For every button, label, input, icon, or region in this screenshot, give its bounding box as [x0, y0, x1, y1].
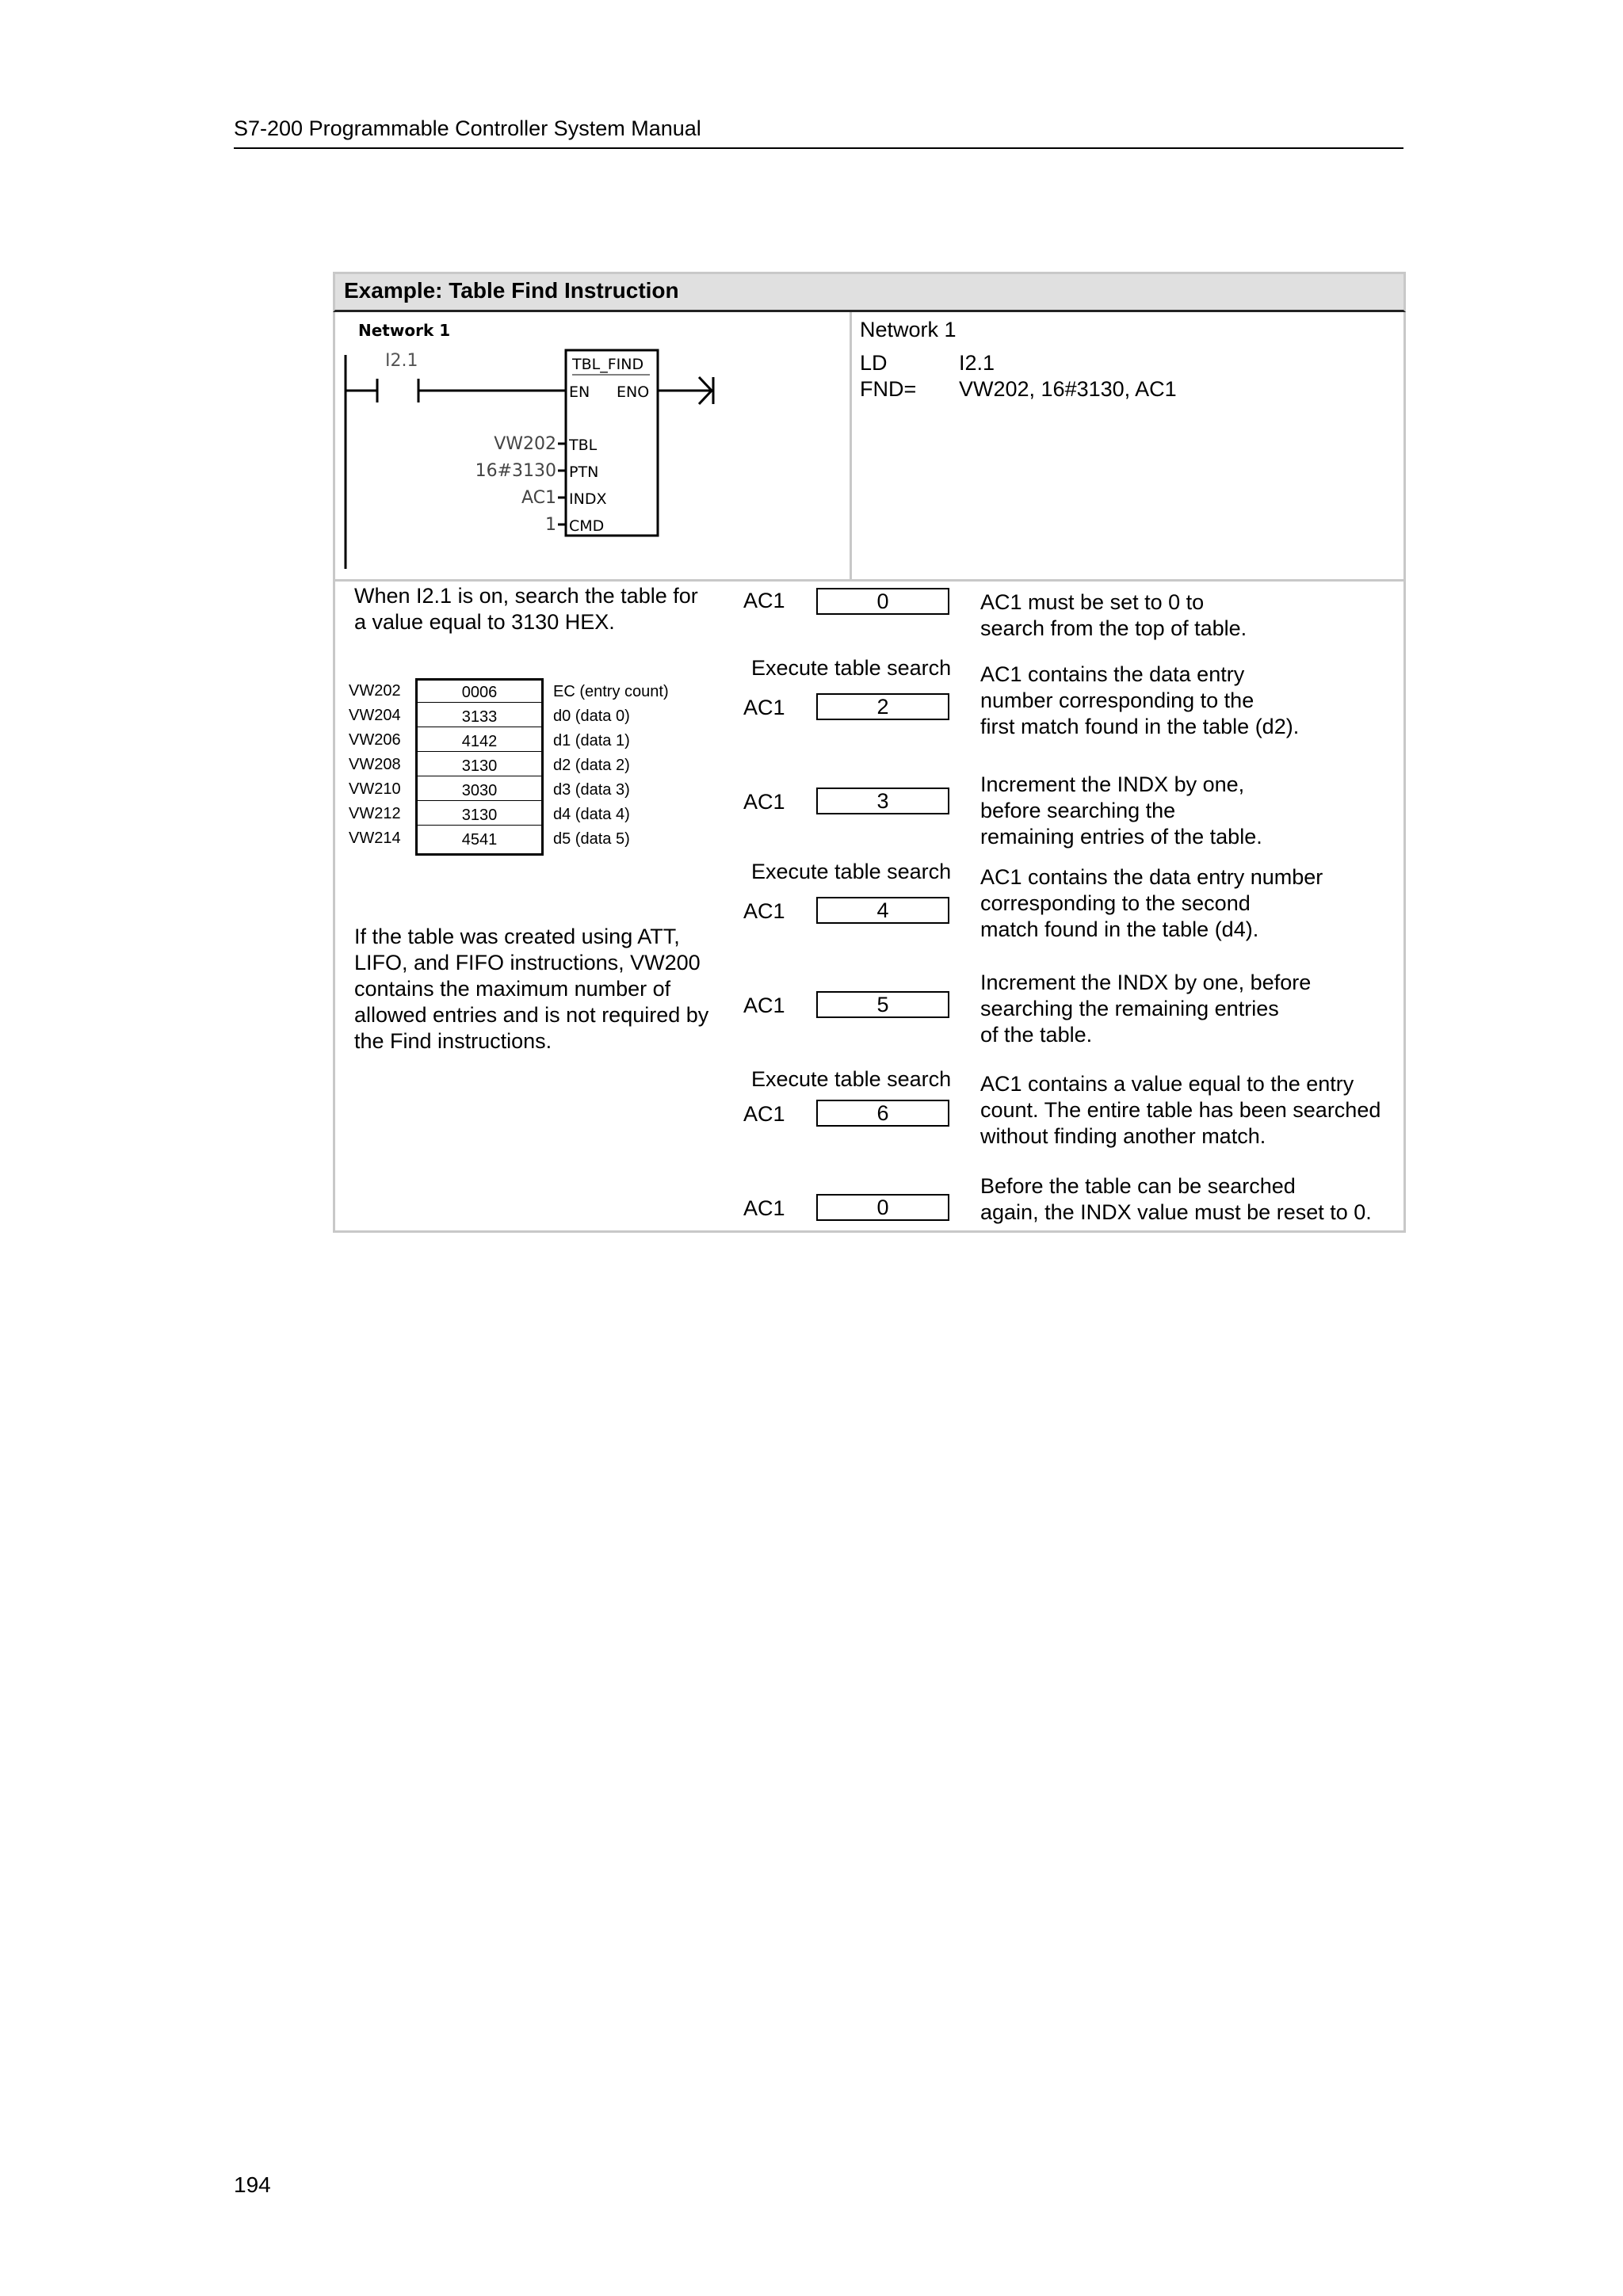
- column-divider: [850, 312, 852, 581]
- svg-text:1: 1: [545, 515, 556, 535]
- mem-addr: VW206: [349, 731, 401, 749]
- ac1-label: AC1: [743, 899, 785, 923]
- note-line: allowed entries and is not required by: [354, 1003, 709, 1027]
- box-title: TBL_FIND: [572, 356, 644, 373]
- mem-addr: VW202: [349, 682, 401, 700]
- ac1-label: AC1: [743, 790, 785, 814]
- contact-label: I2.1: [385, 351, 418, 371]
- intro-line-1: When I2.1 is on, search the table for: [354, 584, 698, 608]
- mem-addr: VW204: [349, 707, 401, 724]
- ac1-label: AC1: [743, 696, 785, 719]
- input-pin-cmd: [545, 515, 604, 535]
- note-line: contains the maximum number of: [354, 977, 671, 1001]
- mem-label: d3 (data 3): [553, 781, 630, 799]
- mem-value: 4541: [461, 831, 498, 849]
- svg-text:VW202: VW202: [494, 434, 556, 454]
- step-desc: first match found in the table (d2).: [980, 715, 1300, 738]
- ac1-value-box: 3: [816, 788, 949, 814]
- step-desc: of the table.: [980, 1023, 1093, 1047]
- step-desc: AC1 must be set to 0 to: [980, 590, 1205, 614]
- note-line: If the table was created using ATT,: [354, 925, 680, 948]
- execute-table-search: Execute table search: [751, 656, 952, 680]
- step-desc: AC1 contains a value equal to the entry: [980, 1072, 1354, 1096]
- ac1-label: AC1: [743, 1102, 785, 1126]
- step-desc: AC1 contains the data entry: [980, 662, 1245, 686]
- input-pin-ptn: [475, 461, 599, 481]
- step-desc: before searching the: [980, 799, 1176, 822]
- input-pin-indx: [521, 488, 607, 508]
- input-pin-tbl: [494, 434, 597, 454]
- svg-text:PTN: PTN: [569, 463, 599, 481]
- svg-text:16#3130: 16#3130: [475, 461, 556, 481]
- step-desc: search from the top of table.: [980, 616, 1247, 640]
- svg-text:INDX: INDX: [569, 490, 607, 508]
- example-title: Example: Table Find Instruction: [344, 278, 679, 303]
- mem-value: 0006: [461, 684, 498, 701]
- execute-table-search: Execute table search: [751, 860, 952, 883]
- intro-line-2: a value equal to 3130 HEX.: [354, 610, 615, 634]
- mem-value: 3130: [461, 807, 498, 824]
- stl-network-label: Network 1: [860, 318, 957, 341]
- mem-label: d5 (data 5): [553, 830, 630, 848]
- stl-op-1: LD: [860, 351, 888, 375]
- step-desc: again, the INDX value must be reset to 0.: [980, 1200, 1372, 1224]
- ladder-diagram: [341, 317, 737, 570]
- step-desc: without finding another match.: [980, 1124, 1266, 1148]
- step-desc: number corresponding to the: [980, 688, 1254, 712]
- step-desc: searching the remaining entries: [980, 997, 1279, 1020]
- svg-text:CMD: CMD: [569, 517, 605, 535]
- step-desc: remaining entries of the table.: [980, 825, 1262, 849]
- mem-value: 3030: [461, 782, 498, 799]
- note-line: LIFO, and FIFO instructions, VW200: [354, 951, 701, 974]
- stl-args-2: VW202, 16#3130, AC1: [959, 377, 1177, 401]
- ac1-label: AC1: [743, 589, 785, 612]
- ac1-value-box: 2: [816, 693, 949, 720]
- ac1-value-box: 0: [816, 1194, 949, 1221]
- step-desc: Increment the INDX by one,: [980, 772, 1245, 796]
- note-line: the Find instructions.: [354, 1029, 552, 1053]
- page-number: 194: [234, 2172, 271, 2197]
- page-header-title: S7-200 Programmable Controller System Manual: [234, 116, 701, 140]
- svg-text:TBL: TBL: [569, 437, 598, 454]
- pin-en: EN: [569, 383, 590, 401]
- execute-table-search: Execute table search: [751, 1067, 952, 1091]
- mem-addr: VW208: [349, 756, 401, 773]
- stl-op-2: FND=: [860, 377, 917, 401]
- mem-label: d2 (data 2): [553, 757, 630, 774]
- mem-addr: VW212: [349, 805, 401, 822]
- stl-args-1: I2.1: [959, 351, 995, 375]
- step-desc: count. The entire table has been searched: [980, 1098, 1381, 1122]
- mem-value: 4142: [461, 733, 498, 750]
- ac1-value-box: 4: [816, 897, 949, 924]
- ac1-value-box: 5: [816, 991, 949, 1018]
- mem-label: d0 (data 0): [553, 707, 630, 725]
- header-rule: [234, 147, 1403, 149]
- mem-label: d4 (data 4): [553, 806, 630, 823]
- ac1-value-box: 0: [816, 588, 949, 615]
- ladder-network-label: Network 1: [358, 321, 451, 340]
- ac1-label: AC1: [743, 1196, 785, 1220]
- pin-eno: ENO: [617, 383, 650, 401]
- step-desc: match found in the table (d4).: [980, 917, 1259, 941]
- ac1-label: AC1: [743, 994, 785, 1017]
- mem-label: d1 (data 1): [553, 732, 630, 749]
- step-desc: Before the table can be searched: [980, 1174, 1296, 1198]
- step-desc: Increment the INDX by one, before: [980, 971, 1312, 994]
- step-desc: corresponding to the second: [980, 891, 1251, 915]
- mem-addr: VW210: [349, 780, 401, 798]
- section-divider: [333, 579, 1406, 582]
- ac1-value-box: 6: [816, 1100, 949, 1127]
- mem-value: 3130: [461, 757, 498, 775]
- mem-label: EC (entry count): [553, 683, 669, 700]
- mem-addr: VW214: [349, 830, 401, 847]
- step-desc: AC1 contains the data entry number: [980, 865, 1323, 889]
- mem-value: 3133: [461, 708, 498, 726]
- svg-text:AC1: AC1: [521, 488, 556, 508]
